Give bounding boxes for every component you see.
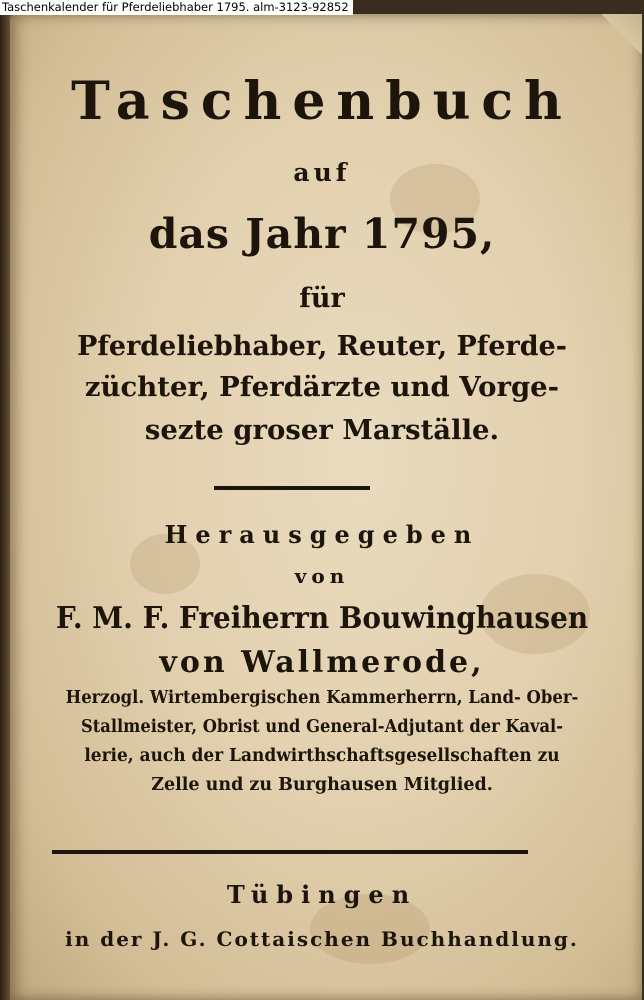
- author-description-line: Stallmeister, Obrist und General-Adjutant der Kaval-: [80, 717, 563, 737]
- divider-short: [214, 486, 370, 490]
- author-line: F. M. F. Freiherrn Bouwinghausen: [55, 601, 589, 636]
- author-line: von Wallmerode,: [159, 645, 485, 680]
- imprint-publisher: in der J. G. Cottaischen Buchhandlung.: [65, 927, 579, 951]
- author-description-line: Zelle und zu Burghausen Mitglied.: [151, 775, 493, 795]
- author-description-line: Herzogl. Wirtembergischen Kammerherrn, Land- Ober-: [65, 688, 579, 708]
- subtitle-line: Pferdeliebhaber, Reuter, Pferde-: [77, 330, 567, 362]
- editor-heading: Herausgegeben: [164, 520, 480, 549]
- title-fur: für: [299, 283, 345, 314]
- author-description-line: lerie, auch der Landwirthschaftsgesellschaften zu: [84, 746, 560, 766]
- divider-long: [52, 850, 528, 854]
- subtitle-line: sezte groser Marställe.: [144, 414, 500, 446]
- book-title: Taschenbuch: [71, 71, 573, 132]
- title-year-line: das Jahr 1795,: [148, 210, 496, 258]
- image-caption: Taschenkalender für Pferdeliebhaber 1795. alm-3123-92852: [0, 0, 353, 15]
- page-corner: [602, 14, 642, 54]
- imprint-city: Tübingen: [226, 880, 418, 909]
- von-line: von: [294, 564, 350, 588]
- subtitle-line: züchter, Pferdärzte und Vorge-: [84, 371, 560, 403]
- title-auf: auf: [293, 158, 351, 187]
